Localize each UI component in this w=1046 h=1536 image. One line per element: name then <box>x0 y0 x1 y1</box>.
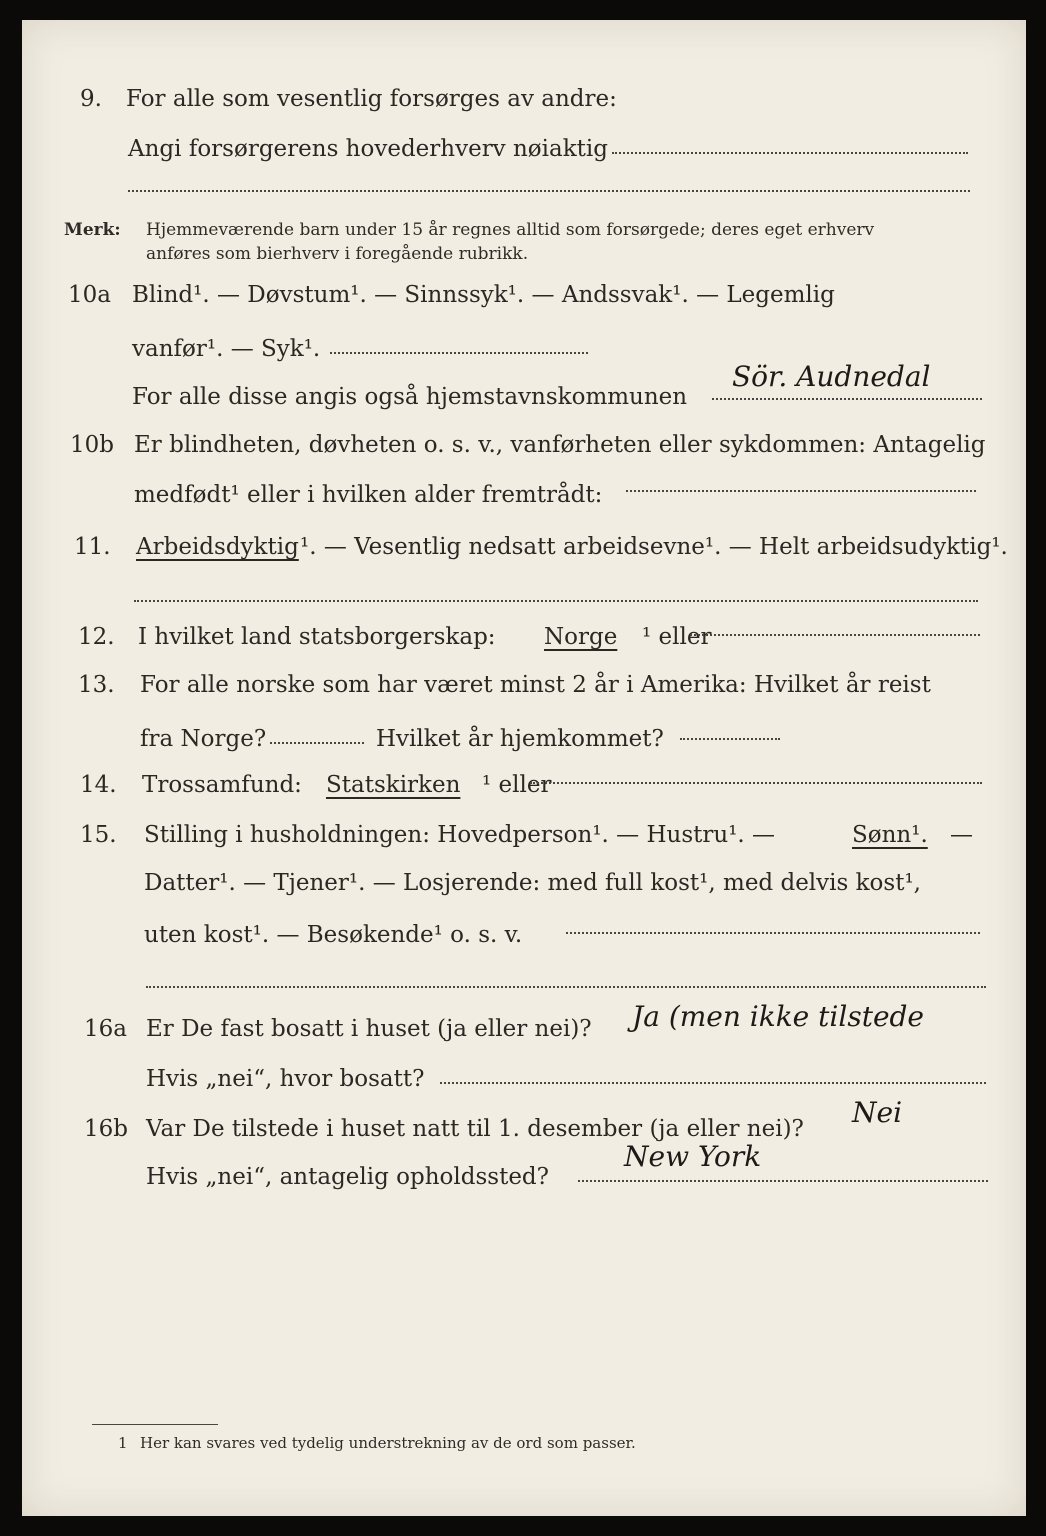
q10b-line2 <box>0 482 1046 522</box>
q14-answer-field[interactable] <box>530 782 982 784</box>
q15-text1: Stilling i husholdningen: Hovedperson¹. — Hustru¹. — <box>144 822 776 848</box>
q16b-text2: Hvis „nei“, antagelig opholdssted? <box>146 1164 549 1190</box>
q13-year-left-field[interactable] <box>270 742 364 744</box>
q16a-handwritten-answer: Ja (men ikke tilstede <box>632 1000 925 1033</box>
note-text2: anføres som bierhverv i foregående rubrikk. <box>146 244 529 264</box>
q16a-text1: Er De fast bosatt i huset (ja eller nei)? <box>146 1016 592 1042</box>
q11-line1 <box>0 534 1046 574</box>
q14-text: Trossamfund: <box>142 772 302 798</box>
q15-option-sonn[interactable]: Sønn¹. <box>852 822 928 848</box>
q14-line <box>0 772 1046 812</box>
q10b-line1 <box>0 432 1046 472</box>
q12-line <box>0 624 1046 664</box>
q13-line1 <box>0 672 1046 712</box>
q15-line1 <box>0 822 1046 862</box>
q15-text3: uten kost¹. — Besøkende¹ o. s. v. <box>144 922 523 948</box>
note-line2 <box>0 244 1046 284</box>
q10a-number: 10a <box>68 282 111 308</box>
q12-option-norge[interactable]: Norge <box>544 624 618 650</box>
q12-answer-field[interactable] <box>690 634 980 636</box>
q13-text2b: Hvilket år hjemkommet? <box>376 726 664 752</box>
q9-text2: Angi forsørgerens hovederhverv nøiaktig <box>128 136 608 162</box>
q10a-handwritten-answer: Sör. Audnedal <box>732 360 931 393</box>
q16a-text2: Hvis „nei“, hvor bosatt? <box>146 1066 425 1092</box>
q16b-handwritten-answer2: New York <box>624 1140 762 1173</box>
q10a-municipality-field[interactable] <box>712 398 982 400</box>
q13-text1: For alle norske som har været minst 2 år i Amerika: Hvilket år reist <box>140 672 931 698</box>
q15-answer-field[interactable] <box>566 932 980 934</box>
q13-number: 13. <box>78 672 115 698</box>
q15-line2 <box>0 870 1046 910</box>
footnote-marker: 1 <box>118 1434 128 1452</box>
q12-number: 12. <box>78 624 115 650</box>
q10a-text3: For alle disse angis også hjemstavnskommunen <box>132 384 688 410</box>
q15-number: 15. <box>80 822 117 848</box>
q16b-place-field[interactable] <box>578 1180 988 1182</box>
q9-line2 <box>0 136 1046 176</box>
footnote <box>0 1434 1046 1474</box>
q13-year-return-field[interactable] <box>680 738 780 740</box>
q10b-number: 10b <box>70 432 114 458</box>
q11-number: 11. <box>74 534 111 560</box>
q11-blank-line[interactable] <box>134 600 978 602</box>
note-text1: Hjemmeværende barn under 15 år regnes alltid som forsørgede; deres eget erhverv <box>146 220 875 240</box>
q10a-text1: Blind¹. — Døvstum¹. — Sinnssyk¹. — Andssvak¹. — Legemlig <box>132 282 835 308</box>
q16b-line2 <box>0 1164 1046 1204</box>
q11-text-rest: ¹. — Vesentlig nedsatt arbeidsevne¹. — Helt arbeidsudyktig¹. <box>300 534 1008 560</box>
footnote-rule <box>92 1424 218 1425</box>
q16b-text1: Var De tilstede i huset natt til 1. desember (ja eller nei)? <box>146 1116 804 1142</box>
q14-eller: ¹ eller <box>482 772 552 798</box>
footnote-text: Her kan svares ved tydelig understrekning av de ord som passer. <box>140 1434 636 1452</box>
q14-number: 14. <box>80 772 117 798</box>
q10a-syk-field[interactable] <box>330 352 588 354</box>
note-label: Merk: <box>64 220 121 240</box>
q9-blank-line[interactable] <box>128 190 970 192</box>
q16a-where-field[interactable] <box>440 1082 986 1084</box>
q9-number: 9. <box>80 86 102 112</box>
q10a-line1 <box>0 282 1046 322</box>
q13-line2 <box>0 726 1046 766</box>
q12-text: I hvilket land statsborgerskap: <box>138 624 496 650</box>
q9-line1 <box>0 86 1046 126</box>
q9-text: For alle som vesentlig forsørges av andre: <box>126 86 617 112</box>
q15-dash: — <box>950 822 973 848</box>
q10b-text2: medfødt¹ eller i hvilken alder fremtrådt: <box>134 482 603 508</box>
q16a-number: 16a <box>84 1016 127 1042</box>
q15-line3 <box>0 922 1046 962</box>
q11-option-arbeidsdyktig[interactable]: Arbeidsdyktig <box>136 534 299 560</box>
q10b-text1: Er blindheten, døvheten o. s. v., vanførheten eller sykdommen: Antagelig <box>134 432 986 458</box>
q15-blank-line[interactable] <box>146 986 986 988</box>
q14-option-statskirken[interactable]: Statskirken <box>326 772 461 798</box>
q10b-answer-field[interactable] <box>626 490 976 492</box>
q16b-handwritten-answer1: Nei <box>852 1096 903 1129</box>
q10a-text2: vanfør¹. — Syk¹. <box>132 336 321 362</box>
q12-eller: ¹ eller <box>642 624 712 650</box>
q13-text2a: fra Norge? <box>140 726 267 752</box>
q16b-number: 16b <box>84 1116 128 1142</box>
q9-answer-field[interactable] <box>612 152 968 154</box>
q15-text2: Datter¹. — Tjener¹. — Losjerende: med full kost¹, med delvis kost¹, <box>144 870 921 896</box>
